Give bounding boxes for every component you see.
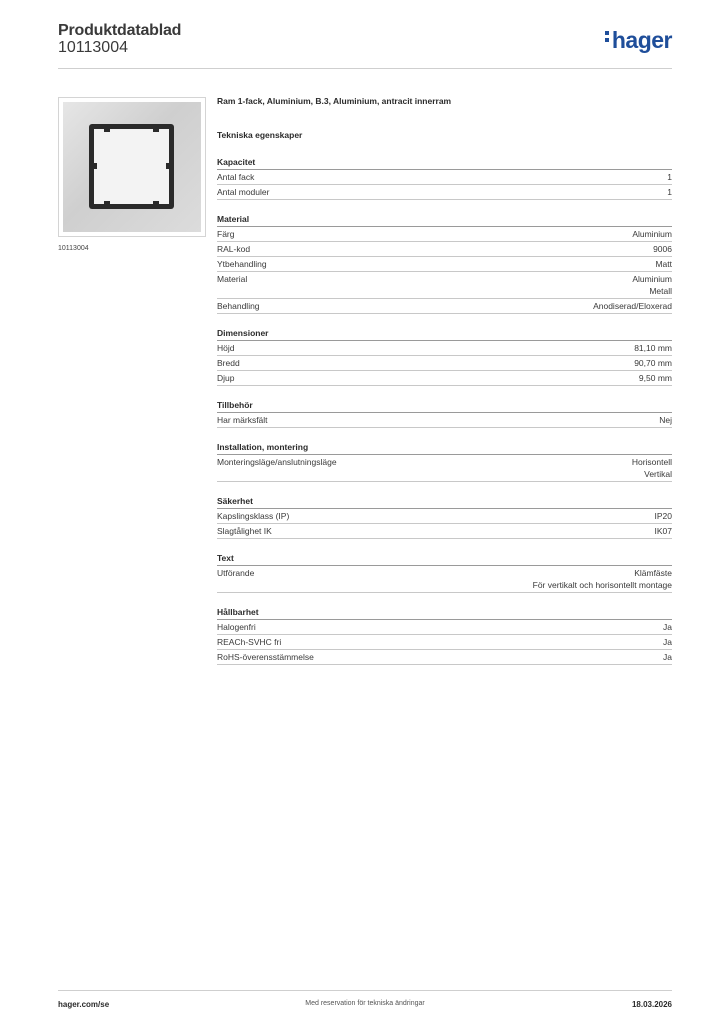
spec-value-line: 9006 [653,244,672,254]
spec-value-line: 9,50 mm [638,373,672,383]
section-title: Dimensioner [217,328,672,341]
spec-label: RAL-kod [217,244,251,254]
frame-tab [153,201,159,205]
spec-value [659,414,672,426]
spec-value-line: Aluminium [632,229,672,239]
spec-value-line: Matt [655,259,672,269]
spec-label: Antal moduler [217,187,270,197]
frame-tab [93,163,97,169]
spec-label: Färg [217,229,235,239]
spec-value [639,372,672,384]
spec-value [632,456,672,480]
spec-value-line: Klämfäste [634,568,672,578]
page-header [58,20,672,69]
spec-value-line: 1 [667,187,672,197]
spec-value-line: 1 [667,172,672,182]
spec-label: Ytbehandling [217,259,267,269]
spec-label: Monteringsläge/anslutningsläge [217,457,337,467]
spec-row [217,341,672,356]
spec-row [217,356,672,371]
spec-value-line: Nej [659,415,672,425]
spec-value [653,243,672,255]
frame-inner [89,124,174,209]
section-title: Säkerhet [217,496,672,509]
spec-value [593,300,672,312]
spec-row [217,413,672,428]
spec-row [217,242,672,257]
spec-section [217,400,672,428]
spec-label: Kapslingsklass (IP) [217,511,290,521]
spec-value [667,186,672,198]
frame-tab [104,128,110,132]
spec-value-line: Vertikal [644,469,672,479]
spec-label: Slagtålighet IK [217,526,272,536]
section-title: Material [217,214,672,227]
spec-row [217,635,672,650]
spec-section [217,442,672,482]
spec-label: REACh-SVHC fri [217,637,282,647]
spec-label: Antal fack [217,172,255,182]
frame-outer [63,102,201,232]
spec-value [634,342,672,354]
spec-value-line: Horisontell [631,457,672,467]
frame-tab [153,128,159,132]
page-footer [58,990,672,1015]
spec-label: Utförande [217,568,255,578]
image-caption: 10113004 [58,245,89,252]
spec-row [217,650,672,665]
spec-value [632,273,672,297]
document-title: Produktdatablad [58,22,182,39]
spec-value-line: IK07 [654,526,672,536]
section-title: Kapacitet [217,157,672,170]
spec-row [217,227,672,242]
spec-section [217,607,672,665]
spec-value [533,567,672,591]
spec-value-line: IP20 [654,511,672,521]
spec-value [663,651,672,663]
spec-label: Halogenfri [217,622,256,632]
section-title: Text [217,553,672,566]
spec-label: Bredd [217,358,240,368]
spec-value [655,510,673,522]
frame-opening [94,129,169,204]
spec-row [217,509,672,524]
spec-section [217,328,672,386]
spec-value [663,621,672,633]
spec-value-line: För vertikalt och horisontellt montage [532,580,672,590]
spec-row [217,299,672,314]
spec-value [663,636,672,648]
spec-section [217,214,672,314]
spec-value-line: 90,70 mm [634,358,672,368]
logo-dots-icon [605,31,610,45]
spec-row [217,524,672,539]
spec-row [217,272,672,299]
spec-row [217,170,672,185]
spec-value [655,258,672,270]
frame-tab [166,163,170,169]
spec-row [217,620,672,635]
footer-note: Med reservation för tekniska ändringar [305,1000,425,1007]
spec-value-line: Ja [663,622,672,632]
spec-value-line: 81,10 mm [634,343,672,353]
spec-value-line: Aluminium [632,274,672,284]
spec-value-line: Ja [663,637,672,647]
spec-value [655,525,673,537]
spec-label: Behandling [217,301,260,311]
spec-section [217,496,672,539]
section-title: Hållbarhet [217,607,672,620]
spec-label: Höjd [217,343,235,353]
footer-website: hager.com/se [58,1000,110,1009]
frame-tab [104,201,110,205]
spec-content [217,96,672,665]
spec-value [632,228,672,240]
spec-value-line: Metall [649,286,672,296]
product-description: Ram 1-fack, Aluminium, B.3, Aluminium, antracit innerram [217,96,452,106]
product-image [58,97,206,237]
spec-row [217,566,672,593]
section-title: Installation, montering [217,442,672,455]
spec-value-line: Ja [663,652,672,662]
spec-label: Har märksfält [217,415,268,425]
spec-label: RoHS-överensstämmelse [217,652,314,662]
spec-label: Djup [217,373,235,383]
spec-value [634,357,672,369]
spec-row [217,257,672,272]
section-title: Tillbehör [217,400,672,413]
spec-section [217,553,672,593]
spec-value-line: Anodiserad/Eloxerad [593,301,672,311]
spec-row [217,371,672,386]
spec-label: Material [217,274,248,284]
spec-row [217,185,672,200]
logo-text: hager [611,27,672,53]
hager-logo [605,27,672,54]
footer-date: 18.03.2026 [631,1000,672,1009]
tech-heading: Tekniska egenskaper [217,130,303,140]
document-number: 10113004 [58,39,128,56]
spec-section [217,157,672,200]
spec-row [217,455,672,482]
spec-sections [217,157,672,665]
spec-value [667,171,672,183]
